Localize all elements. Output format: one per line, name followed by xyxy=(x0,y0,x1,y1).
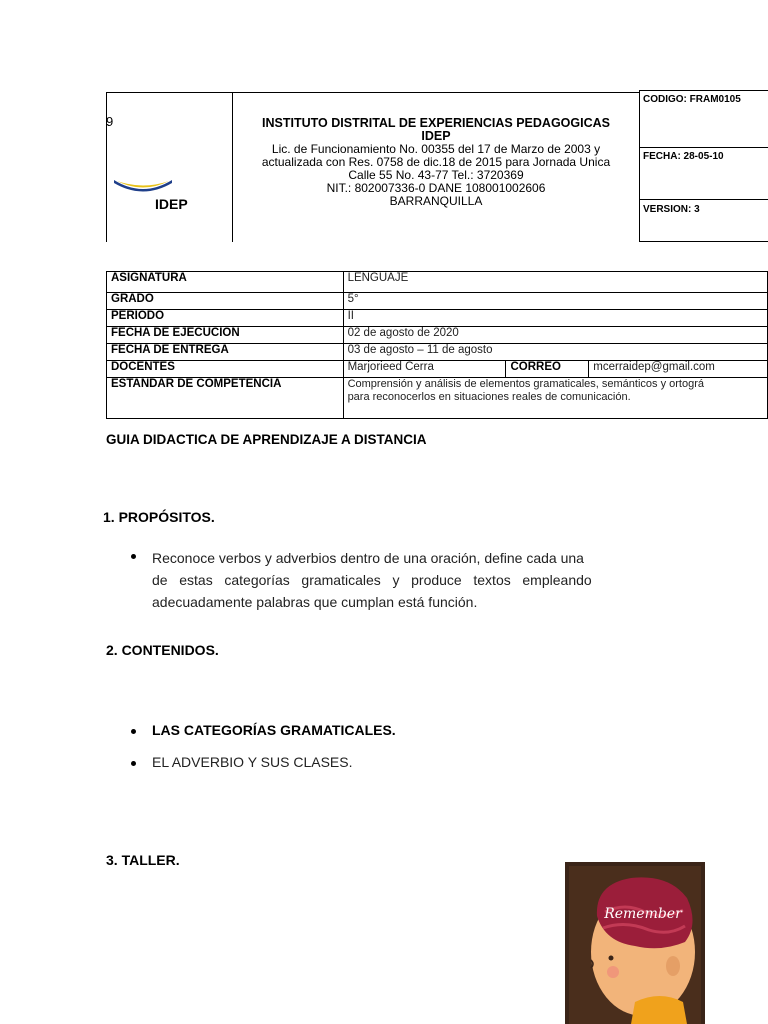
brain-word: Remember xyxy=(604,906,682,922)
grado-label: GRADO xyxy=(107,293,344,310)
propositos-line-3: adecuadamente palabras que cumplan está función. xyxy=(152,594,478,610)
asignatura-label: ASIGNATURA xyxy=(107,272,344,293)
fecha-ejecucion-label: FECHA DE EJECUCION xyxy=(107,327,344,344)
nit: NIT.: 802007336-0 DANE 108001002606 xyxy=(326,181,546,195)
periodo-value: II xyxy=(343,310,767,327)
page-number: 9 xyxy=(106,114,114,129)
bullet xyxy=(131,554,136,559)
estandar-line-1: Comprensión y análisis de elementos gramaticales, semánticos y ortográ xyxy=(347,378,705,390)
propositos-text xyxy=(152,547,662,613)
correo-value: mcerraidep@gmail.com xyxy=(589,361,768,378)
license-line-2: actualizada con Res. 0758 de dic.18 de 2015 para Jornada Unica xyxy=(261,155,611,169)
contenidos-title: 2. CONTENIDOS. xyxy=(106,642,219,658)
header-meta-divider-1 xyxy=(639,147,768,148)
estandar-label: ESTANDAR DE COMPETENCIA xyxy=(107,378,344,419)
estandar-value xyxy=(343,378,767,419)
version: VERSION: 3 xyxy=(643,204,700,215)
docentes-value: Marjorieed Cerra xyxy=(343,361,506,378)
grado-value: 5° xyxy=(343,293,767,310)
city: BARRANQUILLA xyxy=(389,194,483,208)
table-row xyxy=(107,361,768,378)
header-divider xyxy=(232,92,233,242)
fecha-entrega-label: FECHA DE ENTREGA xyxy=(107,344,344,361)
propositos-title: 1. PROPÓSITOS. xyxy=(103,509,215,525)
propositos-line-2: de estas categorías gramaticales y produce textos empleando xyxy=(152,572,592,588)
periodo-label: PERIODO xyxy=(107,310,344,327)
idep-logo-icon xyxy=(112,176,174,196)
table-row xyxy=(107,344,768,361)
table-row xyxy=(107,310,768,327)
contenidos-item-1: LAS CATEGORÍAS GRAMATICALES. xyxy=(152,722,396,738)
license-line-1: Lic. de Funcionamiento No. 00355 del 17 de Marzo de 2003 y xyxy=(271,142,601,156)
asignatura-value: LENGUAJE xyxy=(343,272,767,293)
table-row xyxy=(107,327,768,344)
guide-title: GUIA DIDACTICA DE APRENDIZAJE A DISTANCIA xyxy=(106,432,427,447)
institute-name: INSTITUTO DISTRITAL DE EXPERIENCIAS PEDAGOGICAS xyxy=(262,116,610,130)
address: Calle 55 No. 43-77 Tel.: 3720369 xyxy=(348,168,524,182)
table-row xyxy=(107,378,768,419)
estandar-line-2: para reconocerlos en situaciones reales de comunicación. xyxy=(347,391,631,403)
remember-illustration xyxy=(565,862,705,1024)
fecha: FECHA: 28-05-10 xyxy=(643,151,724,162)
correo-label: CORREO xyxy=(506,361,589,378)
header-meta-box xyxy=(639,90,768,242)
fecha-ejecucion-value: 02 de agosto de 2020 xyxy=(343,327,767,344)
table-row xyxy=(107,272,768,293)
logo-text: IDEP xyxy=(155,196,188,212)
header-top-border xyxy=(106,92,640,93)
institute-acronym: IDEP xyxy=(421,129,451,143)
fecha-entrega-value: 03 de agosto – 11 de agosto xyxy=(343,344,767,361)
propositos-line-1: Reconoce verbos y adverbios dentro de una oración, define cada una xyxy=(152,550,584,566)
bullet xyxy=(131,729,136,734)
table-row xyxy=(107,293,768,310)
contenidos-item-2: EL ADVERBIO Y SUS CLASES. xyxy=(152,754,353,770)
institute-info xyxy=(234,117,638,208)
codigo: CODIGO: FRAM0105 xyxy=(643,94,741,105)
taller-title: 3. TALLER. xyxy=(106,852,180,868)
info-table xyxy=(106,271,768,419)
header-meta-divider-2 xyxy=(639,199,768,200)
docentes-label: DOCENTES xyxy=(107,361,344,378)
bullet xyxy=(131,761,136,766)
